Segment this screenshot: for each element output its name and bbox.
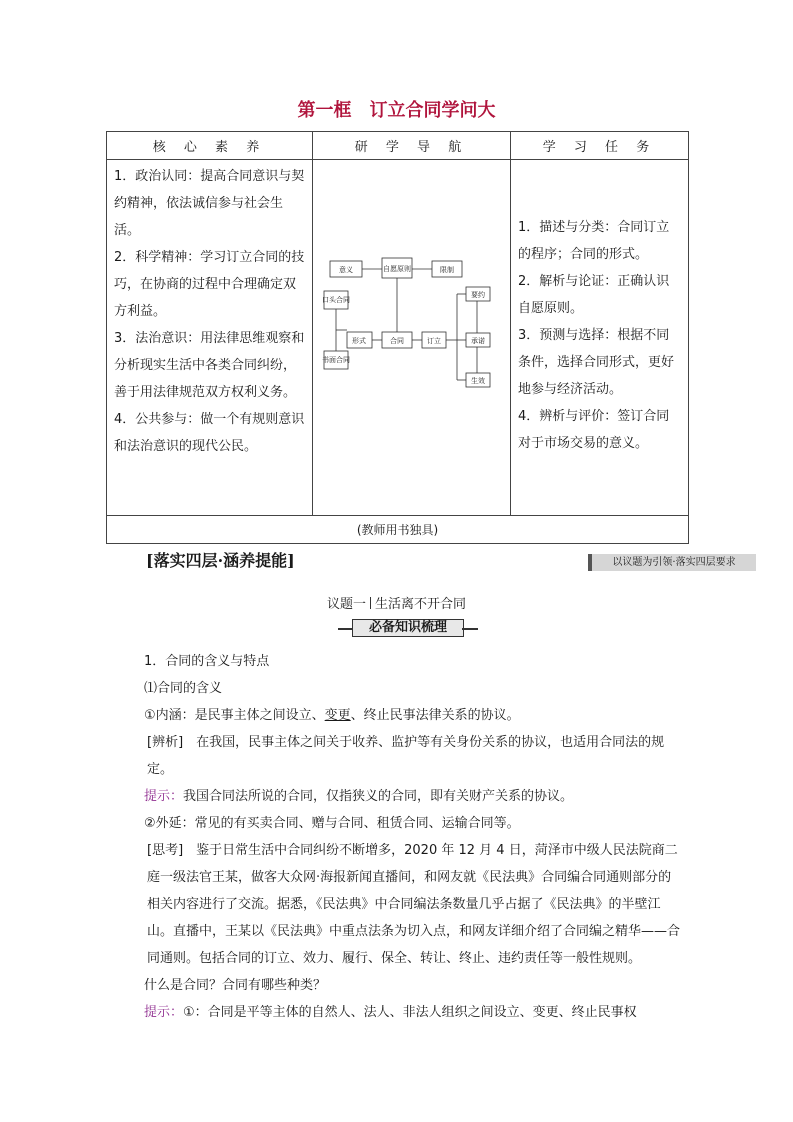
thinking-paragraph: [思考] 鉴于日常生活中合同纠纷不断增多，2020 年 12 月 4 日，菏泽市中级人民法院商二庭一级法官王某，做客大众网·海报新闻直播间，和网友就《民法典》合同编合同通则部分的相关内容进行了交流。据悉，《民法典》中合同编法条数量几乎占据了《民法典》的半壁江山。直播中，王某以《民法典》中重点法条为切入点，和网友详细介绍了合同编之精华——合同通则。包括合同的订立、效力、履行、保全、转让、终止、违约责任等一般性规则。 [147,843,681,966]
task-item: 2．解析与论证：正确认识自愿原则。 [518,274,670,316]
core-item: 4．公共参与：做一个有规则意识和法治意识的现代公民。 [114,412,305,454]
hint-label: 提示： [144,1005,184,1020]
topic-divider [370,597,371,609]
study-guide-cell [313,160,511,516]
extension-paragraph: ②外延：常见的有买卖合同、赠与合同、租赁合同、运输合同等。 [144,816,520,831]
heading-1-1: ⑴合同的含义 [144,681,223,696]
task-item: 4．辨析与评价：签订合同对于市场交易的意义。 [518,409,670,451]
blank-answer: 变更 [324,708,351,723]
hint-label: 提示： [144,789,184,804]
node-form: 形式 [351,337,366,345]
node-written: 书面合同 [321,356,350,364]
topic-line [0,593,793,612]
core-item: 2．科学精神：学习订立合同的技巧，在协商的过程中合理确定双方利益。 [114,250,305,319]
node-voluntary: 自愿原则 [382,265,411,273]
topic-prefix: 议题一 [326,597,366,612]
connotation-paragraph: ①内涵：是民事主体之间设立、变更、终止民事法律关系的协议。 [144,708,520,723]
core-item: 1．政治认同：提高合同意识与契约精神，依法诚信参与社会生活。 [114,169,305,238]
node-accept: 承诺 [470,337,485,345]
question-paragraph: 什么是合同？合同有哪些种类？ [144,978,327,993]
section-heading: [落实四层·涵养提能] [146,551,295,570]
node-effect: 生效 [470,377,485,385]
node-offer: 要约 [470,291,485,299]
body-text [144,648,684,1026]
banner-rule-right [462,628,478,630]
knowledge-label: 必备知识梳理 [352,619,464,637]
concept-map-diagram [322,256,502,396]
teacher-note: (教师用书独具) [107,516,689,544]
node-meaning: 意义 [338,266,353,274]
header-study-guide: 研 学 导 航 [313,132,511,160]
hint-paragraph: 提示：我国合同法所说的合同，仅指狭义的合同，即有关财产关系的协议。 [144,789,574,804]
analysis-paragraph: [辨析] 在我国，民事主体之间关于收养、监护等有关身份关系的协议，也适用合同法的规定。 [147,735,665,777]
core-item: 3．法治意识：用法律思维观察和分析现实生活中各类合同纠纷，善于用法律规范双方权利义务。 [114,331,305,400]
page-title: 第一框 订立合同学问大 [297,100,496,121]
intro-table [106,131,689,544]
core-literacy-cell [107,160,313,516]
node-conclude: 订立 [426,337,441,345]
node-oral: 口头合同 [321,296,350,304]
header-core-literacy: 核 心 素 养 [107,132,313,160]
node-contract: 合同 [389,337,404,345]
topic-text: 生活离不开合同 [375,597,467,612]
learning-tasks-cell [511,160,689,516]
node-limit: 限制 [439,266,454,274]
header-learning-tasks: 学 习 任 务 [511,132,689,160]
task-item: 3．预测与选择：根据不同条件，选择合同形式，更好地参与经济活动。 [518,328,675,397]
knowledge-banner [338,619,478,637]
heading-1: 1．合同的含义与特点 [144,654,270,669]
task-item: 1．描述与分类：合同订立的程序；合同的形式。 [518,220,670,262]
hint-paragraph: 提示：①：合同是平等主体的自然人、法人、非法人组织之间设立、变更、终止民事权 [144,1005,637,1020]
side-tag: 以议题为引领·落实四层要求 [588,554,756,571]
